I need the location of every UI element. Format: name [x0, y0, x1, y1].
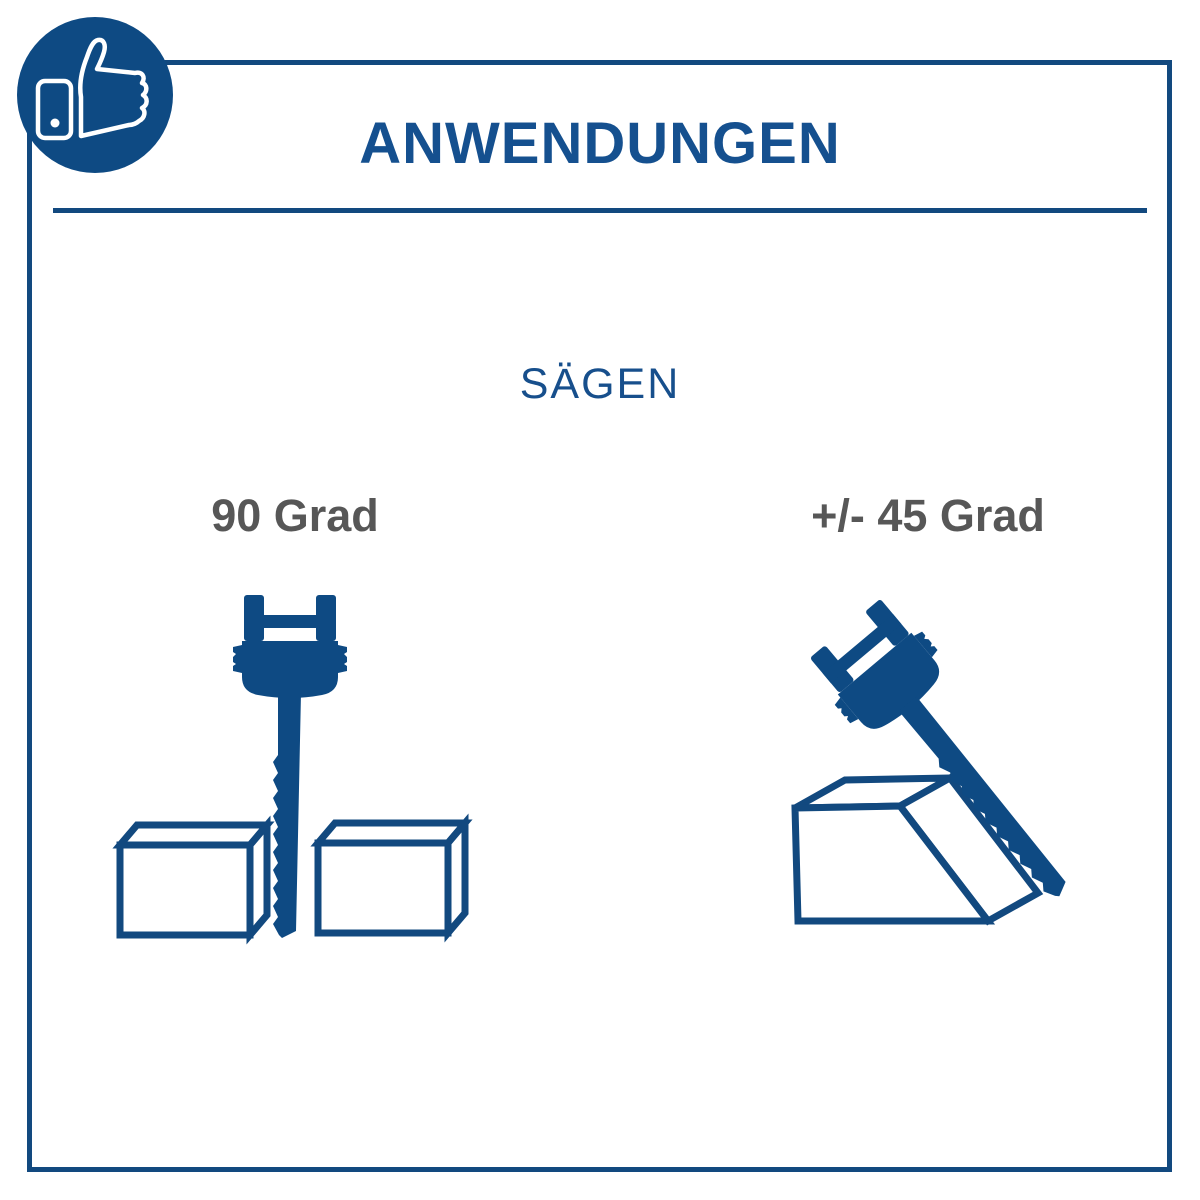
saw-blade: [273, 693, 301, 938]
cuff-dot: [51, 119, 60, 128]
thumb-cuff: [38, 81, 71, 138]
wood-block-left: [120, 825, 267, 935]
section-subtitle: SÄGEN: [519, 360, 681, 408]
saw-handle-bar: [244, 615, 336, 628]
wood-block-right: [318, 823, 465, 933]
wedge-block: [795, 778, 1038, 921]
figure-label-45-grad: +/- 45 Grad: [811, 490, 1045, 541]
figure-90-grad: [100, 560, 520, 960]
page-title: ANWENDUNGEN: [359, 111, 841, 176]
thumb-hand: [80, 40, 146, 136]
thumbs-up-badge: [17, 17, 173, 173]
title-divider: [53, 208, 1147, 213]
figure-label-90-grad: 90 Grad: [211, 490, 379, 541]
saw-body: [242, 641, 338, 698]
saw-side-nub: [233, 645, 242, 673]
thumbs-up-icon: [17, 17, 173, 173]
saw-side-nub: [338, 645, 347, 673]
figure-45-grad: [740, 560, 1160, 960]
